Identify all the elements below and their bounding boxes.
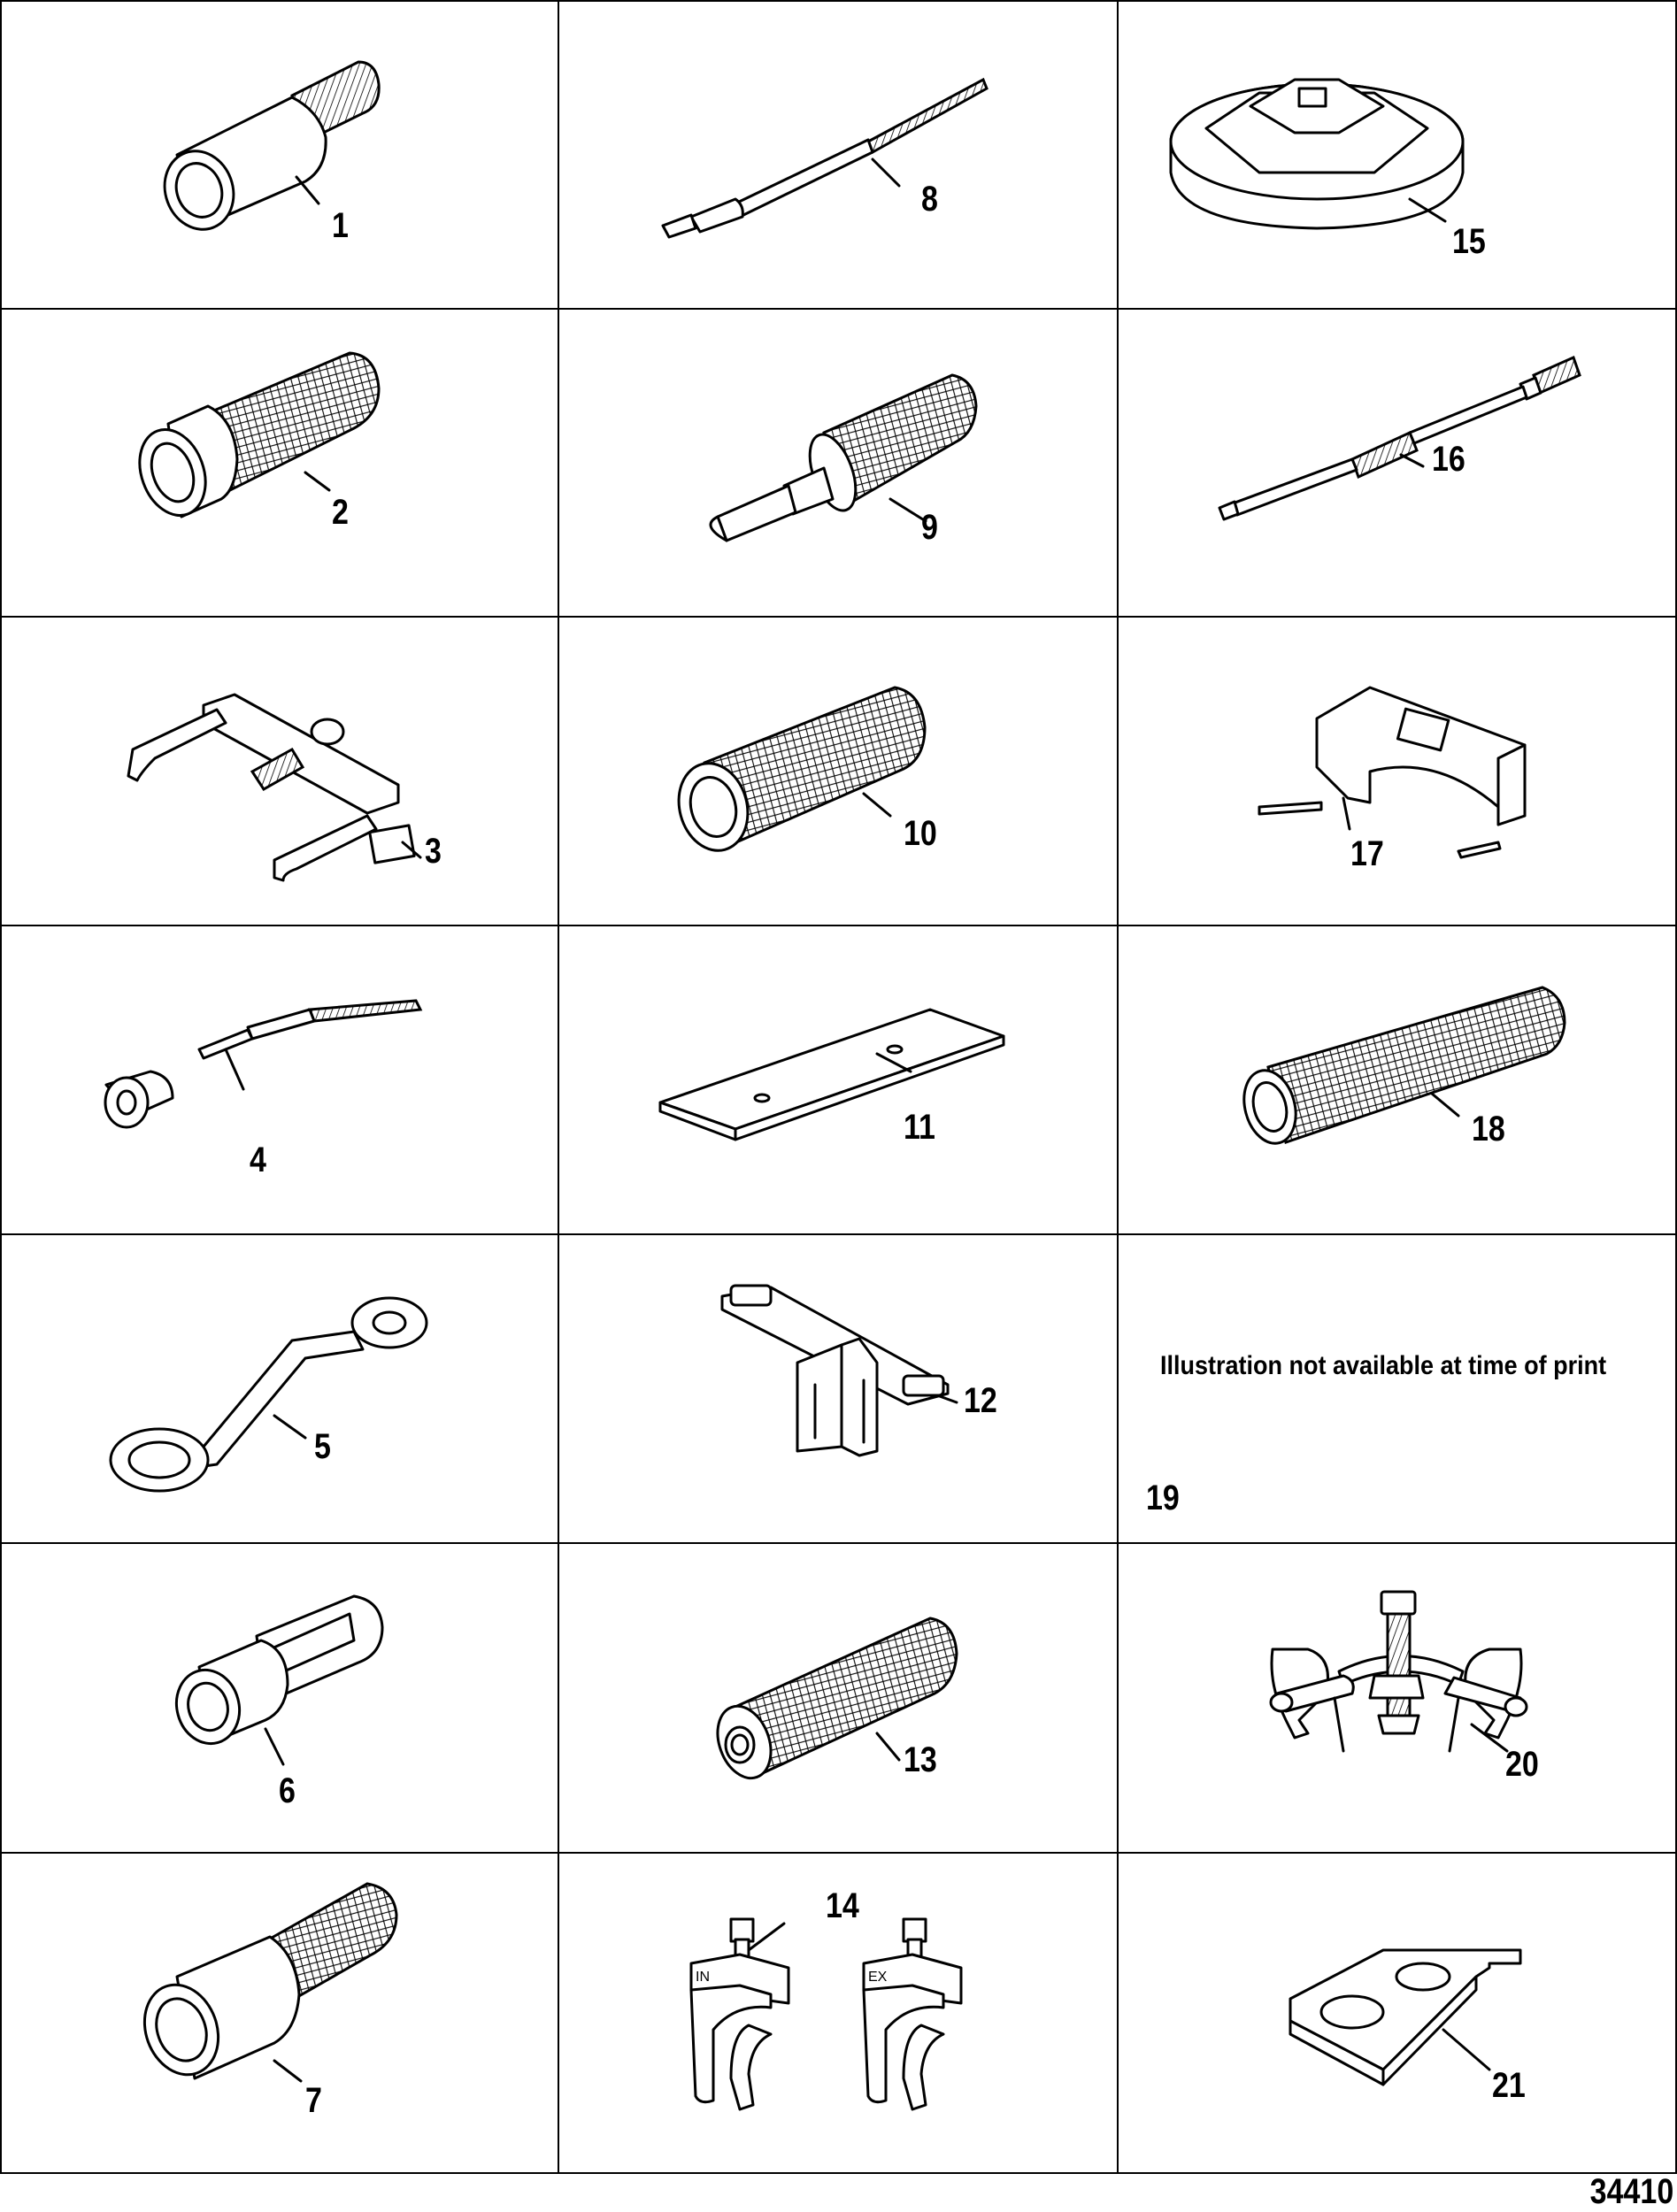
tool-cell-14 — [558, 1853, 1118, 2173]
holed-plate-icon — [1118, 1853, 1677, 2173]
tool-cell-6 — [0, 1543, 558, 1853]
tool-cell-5 — [0, 1234, 558, 1543]
knurled-stepped-driver-icon — [558, 1543, 1118, 1853]
in-mark: IN — [696, 1970, 710, 1985]
tool-label: 5 — [314, 1427, 331, 1466]
puller-bridge-icon — [0, 617, 558, 926]
tool-label: 10 — [904, 814, 937, 853]
tool-cell-4 — [0, 926, 558, 1234]
tool-label: 6 — [279, 1771, 296, 1810]
tool-cell-18 — [1118, 926, 1677, 1234]
tool-cell-11 — [558, 926, 1118, 1234]
filter-wrench-socket-icon — [1118, 0, 1677, 309]
tool-cell-20 — [1118, 1543, 1677, 1853]
not-available-note: Illustration not available at time of print — [1160, 1351, 1607, 1380]
tool-label: 8 — [921, 180, 938, 219]
stepped-threaded-rod-icon — [558, 0, 1118, 309]
tool-label: 2 — [332, 493, 349, 532]
tool-cell-13 — [558, 1543, 1118, 1853]
tool-label: 13 — [904, 1740, 937, 1779]
threaded-rod-with-bushing-icon — [0, 926, 558, 1234]
threaded-adapter-large-icon — [0, 1853, 558, 2173]
long-threaded-tool-icon — [1118, 309, 1677, 617]
pinned-holding-plate-icon — [1118, 617, 1677, 926]
tool-cell-16 — [1118, 309, 1677, 617]
tool-label: 20 — [1505, 1745, 1539, 1784]
tool-label: 3 — [425, 832, 442, 871]
ex-mark: EX — [868, 1970, 888, 1985]
tool-label: 7 — [305, 2081, 322, 2120]
intake-clamp-icon — [691, 1919, 788, 2109]
tool-label: 4 — [250, 1141, 266, 1179]
tool-cell-9 — [558, 309, 1118, 617]
tool-cell-3 — [0, 617, 558, 926]
tool-cell-2 — [0, 309, 558, 617]
flat-plate-icon — [558, 926, 1118, 1234]
tool-cell-7 — [0, 1853, 558, 2173]
tool-cell-21 — [1118, 1853, 1677, 2173]
tool-cell-19 — [1118, 1234, 1677, 1543]
tool-label: 16 — [1432, 440, 1465, 479]
tool-label: 9 — [921, 508, 938, 547]
tool-label: 14 — [826, 1886, 859, 1925]
offset-wrench-icon — [0, 1234, 558, 1543]
tool-label: 1 — [332, 206, 349, 245]
tool-cell-17 — [1118, 617, 1677, 926]
tool-label: 18 — [1472, 1110, 1505, 1148]
exhaust-clamp-icon — [864, 1919, 961, 2109]
tool-cell-12 — [558, 1234, 1118, 1543]
knurled-tube-driver-icon — [1118, 926, 1677, 1234]
figure-number: 34410 — [1589, 2172, 1673, 2211]
tool-label: 15 — [1452, 222, 1486, 261]
tool-label: 19 — [1146, 1479, 1180, 1517]
knurled-sleeve-driver-icon — [558, 617, 1118, 926]
tool-label: 21 — [1492, 2066, 1526, 2105]
tool-cell-10 — [558, 617, 1118, 926]
tool-label: 11 — [904, 1108, 935, 1147]
tool-label: 12 — [964, 1381, 997, 1420]
t-holder-tool-icon — [558, 1234, 1118, 1543]
tool-cell-8 — [558, 0, 1118, 309]
knurled-pilot-driver-icon — [558, 309, 1118, 617]
tool-cell-1 — [0, 0, 558, 309]
threaded-adapter-icon — [0, 0, 558, 309]
tool-label: 17 — [1350, 834, 1384, 873]
three-jaw-puller-icon — [1118, 1543, 1677, 1853]
knurled-driver-icon — [0, 309, 558, 617]
tool-cell-15 — [1118, 0, 1677, 309]
